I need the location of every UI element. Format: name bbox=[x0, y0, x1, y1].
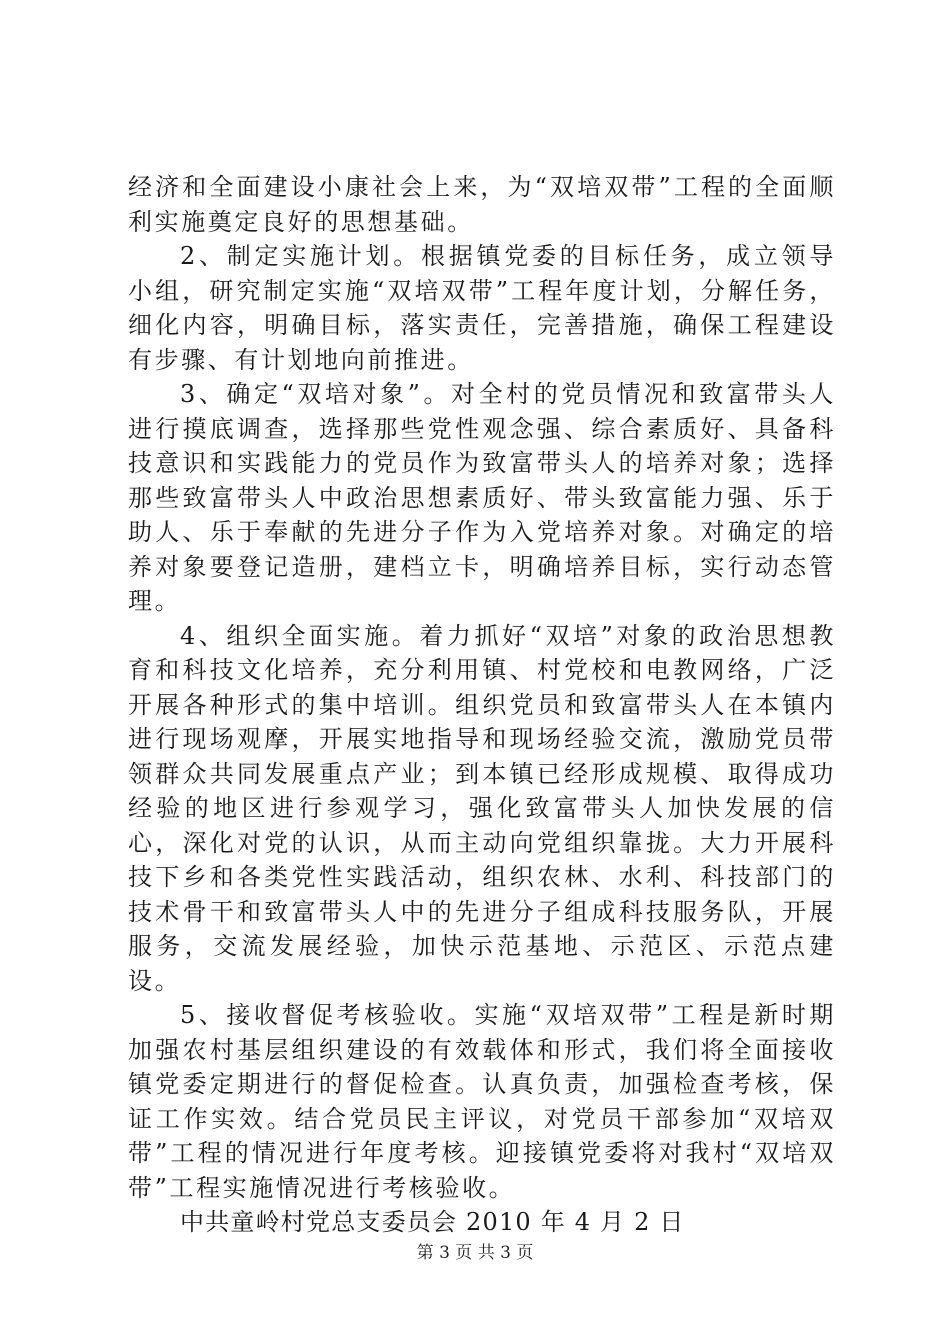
paragraph-plan: 2、制定实施计划。根据镇党委的目标任务，成立领导小组，研究制定实施“双培双带”工程年度计划，分解任务，细化内容，明确目标，落实责任，完善措施，确保工程建设有步骤、有计划地向前推进。 bbox=[128, 242, 836, 374]
paragraph-implementation: 4、组织全面实施。着力抓好“双培”对象的政治思想教育和科技文化培养，充分利用镇、村党校和电教网络，广泛开展各种形式的集中培训。组织党员和致富带头人在本镇内进行现场观摩，开展实地指导和现场经验交流，激励党员带领群众共同发展重点产业；到本镇已经形成规模、取得成功经验的地区进行参观学习，强化致富带头人加快发展的信心，深化对党的认识，从而主动向党组织靠拢。大力开展科技下乡和各类党性实践活动，组织农林、水利、科技部门的技术骨干和致富带头人中的先进分子组成科技服务队，开展服务，交流发展经验，加快示范基地、示范区、示范点建设。 bbox=[128, 621, 836, 995]
paragraph-continued: 经济和全面建设小康社会上来，为“双培双带”工程的全面顺利实施奠定良好的思想基础。 bbox=[128, 173, 836, 236]
paragraph-inspection: 5、接收督促考核验收。实施“双培双带”工程是新时期加强农村基层组织建设的有效载体和形式，我们将全面接收镇党委定期进行的督促检查。认真负责，加强检查考核，保证工作实效。结合党员民主评议，对党员干部参加“双培双带”工程的情况进行年度考核。迎接镇党委将对我村“双培双带”工程实施情况进行考核验收。 bbox=[128, 1001, 836, 1202]
paragraph-targets: 3、确定“双培对象”。对全村的党员情况和致富带头人进行摸底调查，选择那些党性观念强、综合素质好、具备科技意识和实践能力的党员作为致富带头人的培养对象；选择那些致富带头人中政治思想素质好、带头致富能力强、乐于助人、乐于奉献的先进分子作为入党培养对象。对确定的培养对象要登记造册，建档立卡，明确培养目标，实行动态管理。 bbox=[128, 380, 836, 615]
page-number-footer: 第 3 页 共 3 页 bbox=[416, 1243, 534, 1263]
document-body bbox=[128, 170, 836, 1240]
signature-line: 中共童岭村党总支委员会 2010 年 4 月 2 日 bbox=[180, 1208, 685, 1236]
